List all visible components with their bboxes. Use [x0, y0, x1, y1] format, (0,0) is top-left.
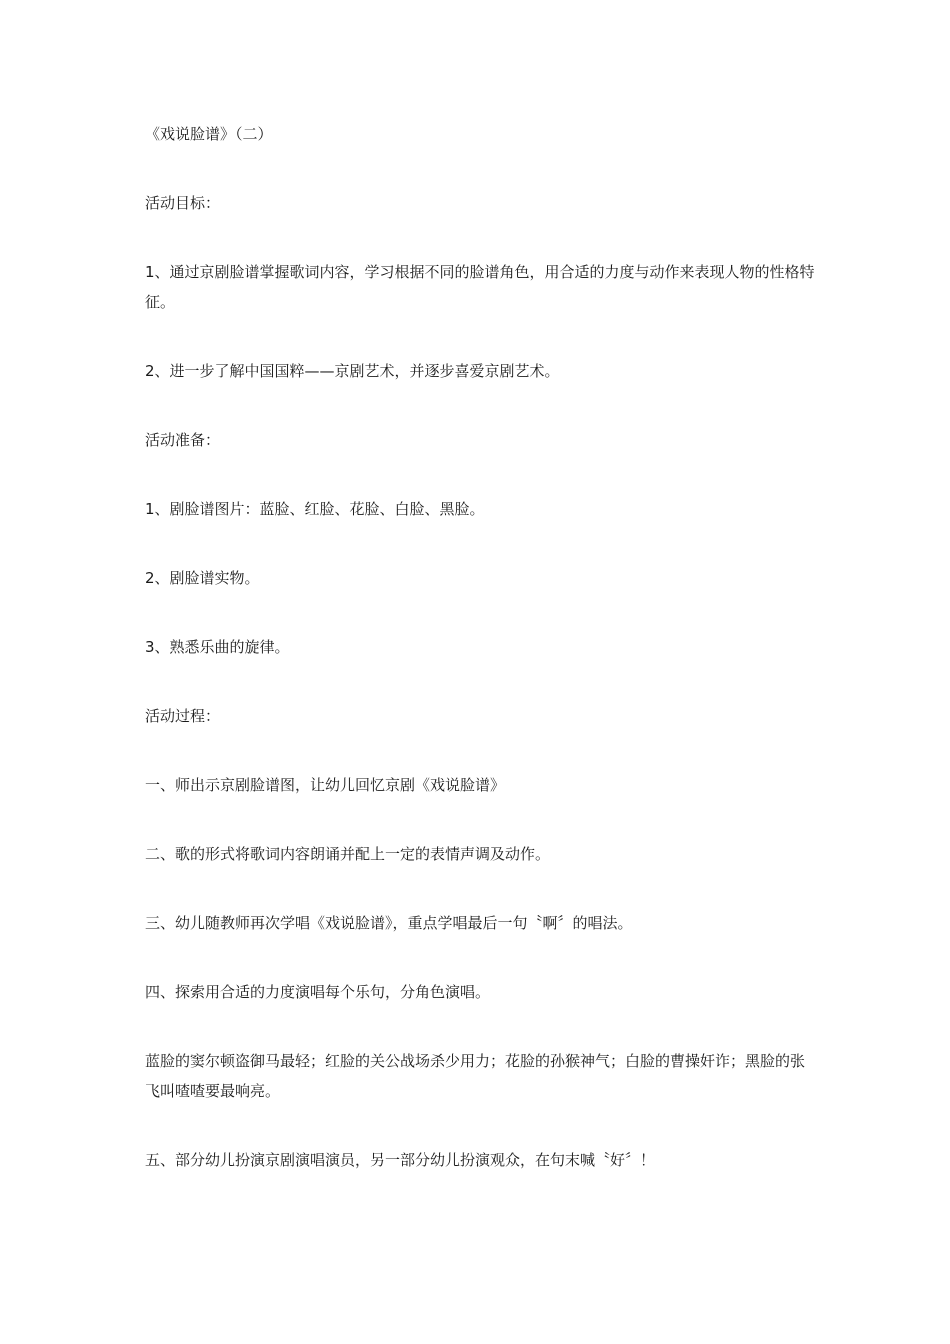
prep-item-3: 3、熟悉乐曲的旋律。	[145, 638, 290, 656]
process-step-2: 二、歌的形式将歌词内容朗诵并配上一定的表情声调及动作。	[145, 845, 551, 863]
prep-heading: 活动准备：	[145, 431, 221, 449]
goal-item-1: 1、通过京剧脸谱掌握歌词内容，学习根据不同的脸谱角色，用合适的力度与动作来表现人物的性格特征。	[145, 263, 815, 311]
prep-item-1: 1、剧脸谱图片：蓝脸、红脸、花脸、白脸、黑脸。	[145, 500, 485, 518]
prep-item-2: 2、剧脸谱实物。	[145, 569, 260, 587]
process-step-1: 一、师出示京剧脸谱图，让幼儿回忆京剧《戏说脸谱》	[145, 776, 506, 794]
process-heading: 活动过程：	[145, 707, 221, 725]
process-step-4: 四、探索用合适的力度演唱每个乐句，分角色演唱。	[145, 983, 491, 1001]
document-page	[145, 119, 815, 1214]
document-title: 《戏说脸谱》（二）	[145, 125, 273, 143]
process-step-5: 五、部分幼儿扮演京剧演唱演员，另一部分幼儿扮演观众，在句末喊〝好〞！	[145, 1151, 656, 1169]
goals-heading: 活动目标：	[145, 194, 221, 212]
process-step-3: 三、幼儿随教师再次学唱《戏说脸谱》，重点学唱最后一句〝啊〞的唱法。	[145, 914, 633, 932]
goal-item-2: 2、进一步了解中国国粹——京剧艺术，并逐步喜爱京剧艺术。	[145, 362, 560, 380]
process-step-4-detail: 蓝脸的窦尔顿盗御马最轻；红脸的关公战场杀少用力；花脸的孙猴神气；白脸的曹操奸诈；黑脸的张飞叫喳喳要最响亮。	[145, 1052, 806, 1100]
